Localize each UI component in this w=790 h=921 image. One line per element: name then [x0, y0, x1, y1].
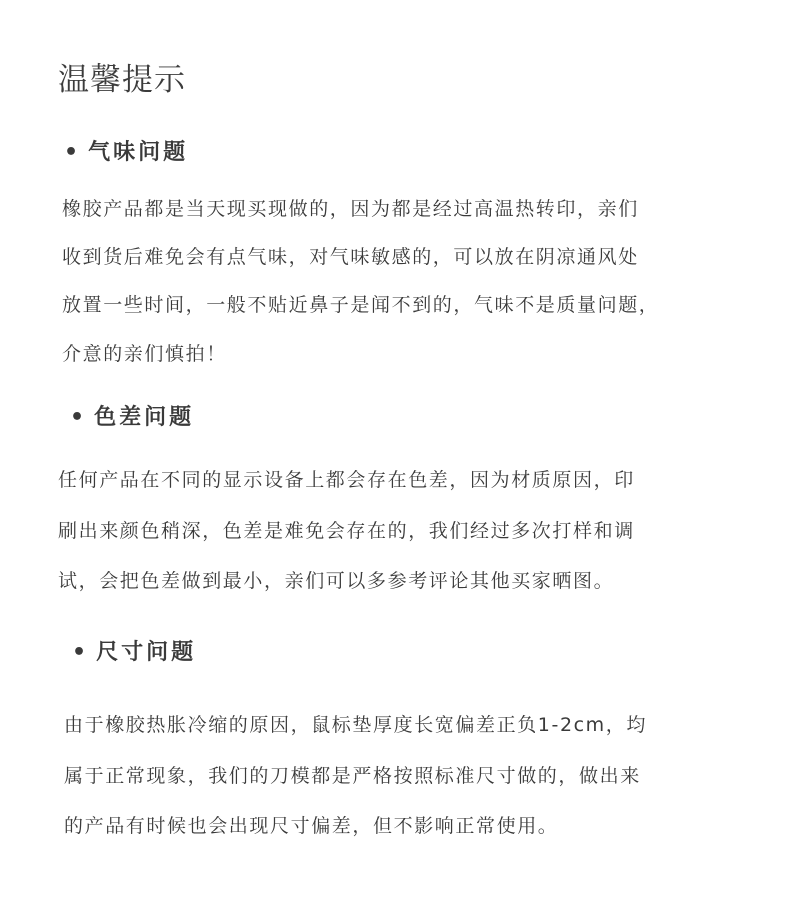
body-line: 试，会把色差做到最小，亲们可以多参考评论其他买家晒图。 — [58, 570, 615, 592]
bullet-icon: • — [72, 640, 87, 665]
body-line: 由于橡胶热胀冷缩的原因，鼠标垫厚度长宽偏差正负1-2cm，均 — [64, 714, 647, 736]
bullet-icon: • — [70, 405, 85, 430]
section-heading-color — [70, 403, 194, 433]
body-line: 属于正常现象，我们的刀模都是严格按照标准尺寸做的，做出来 — [64, 765, 641, 787]
bullet-icon: • — [64, 140, 79, 165]
body-line: 的产品有时候也会出现尺寸偏差，但不影响正常使用。 — [64, 815, 559, 837]
section-heading-label: 色差问题 — [94, 405, 195, 430]
section-heading-smell — [64, 138, 188, 168]
section-heading-label: 尺寸问题 — [96, 640, 197, 665]
body-line: 任何产品在不同的显示设备上都会存在色差，因为材质原因，印 — [58, 469, 635, 491]
body-line: 放置一些时间，一般不贴近鼻子是闻不到的，气味不是质量问题， — [62, 294, 660, 316]
body-line: 橡胶产品都是当天现买现做的，因为都是经过高温热转印，亲们 — [62, 198, 639, 220]
body-line: 介意的亲们慎拍！ — [62, 343, 227, 365]
section-heading-label: 气味问题 — [88, 140, 189, 165]
section-heading-size — [72, 638, 196, 668]
body-line: 刷出来颜色稍深，色差是难免会存在的，我们经过多次打样和调 — [58, 520, 635, 542]
page-title: 温馨提示 — [58, 62, 186, 98]
body-line: 收到货后难免会有点气味，对气味敏感的，可以放在阴凉通风处 — [62, 246, 639, 268]
